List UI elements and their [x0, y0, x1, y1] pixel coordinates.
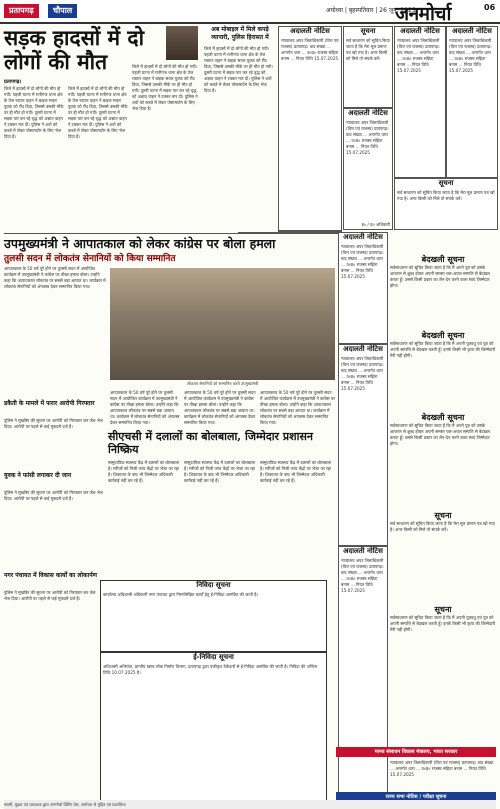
red-strip-body: न्यायालय अपर जिलाधिकारी (वित्त एवं राजस्व) प्रतापगढ़। वाद संख्या ... अन्तर्गत धारा ... उ०प्र० राजस्व संहिता बनाम ... नियत तिथि 15.07.2025	[390, 760, 494, 777]
suchna-3	[390, 510, 496, 591]
lead-photo	[166, 26, 198, 60]
divider-2	[238, 232, 338, 234]
masthead: जनमोर्चा	[395, 3, 451, 25]
bedkhali-2	[390, 330, 496, 407]
right-notice-2-body: न्यायालय अपर जिलाधिकारी (वित्त एवं राजस्व) प्रतापगढ़। वाद संख्या ... अन्तर्गत धारा ... उ०प्र० राजस्व संहिता बनाम ... नियत तिथि 15.07.2025	[449, 38, 492, 73]
notice-body-2: न्यायालय अपर जिलाधिकारी (वित्त एवं राजस्व) प्रतापगढ़। वाद संख्या ... अन्तर्गत धारा ... उ०प्र० राजस्व संहिता बनाम ... नियत तिथि 15.07.2025	[346, 120, 389, 155]
lead-body-col2: जिले में हादसों में दो लोगों की मौत हो गयी। पहली घटना में रानीगंज थाना क्षेत्र के तेज रफ्तार वाहन ने बाइक सवार युवक को रौंद दिया, जिससे उसकी मौके पर ही मौत हो गयी। दूसरी घटना में सड़क पार कर रहे वृद्ध को अज्ञात वाहन ने टक्कर मार दी। पुलिस ने शवों को कब्जे में लेकर पोस्टमार्टम के लिए भेज दिया है।	[68, 86, 128, 139]
notice-title: अदालती नोटिस	[290, 27, 330, 35]
right-notice-1-body: न्यायालय अपर जिलाधिकारी (वित्त एवं राजस्व) प्रतापगढ़। वाद संख्या ... अन्तर्गत धारा ... उ०प्र० राजस्व संहिता बनाम ... नियत तिथि 15.07.2025	[397, 38, 440, 73]
footer-imprint: स्वामी, मुद्रक एवं प्रकाशक द्वारा जनमोर्चा प्रिंटिंग प्रेस, अयोध्या से मुद्रित एवं प्रकाशित।	[4, 800, 496, 809]
photo-caption: लोकतंत्र सेनानियों को सम्मानित करते उपमुख्यमंत्री	[186, 381, 259, 386]
bedkhali-3-title: बेदखली सूचना	[421, 413, 465, 422]
mid-notice-2	[338, 344, 388, 546]
bedkhali-3-body: सर्वसाधारण को सूचित किया जाता है कि मैं अपने पुत्र को उसके आचरण से क्षुब्ध होकर अपनी समस्त चल-अचल सम्पत्ति से बेदखल करता हूँ। उससे किसी प्रकार का लेन-देन करने वाला स्वयं जिम्मेदार होगा।	[390, 423, 490, 446]
suchna-title: सूचना	[360, 27, 376, 35]
second-headline: उपमुख्यमंत्री ने आपातकाल को लेकर कांग्रेस पर बोला हमला	[4, 236, 276, 251]
third-body-b: सामुदायिक स्वास्थ्य केंद्र में दलालों का बोलबाला है। मरीजों को निजी जांच केंद्रों पर भेजा जा रहा है। शिकायत के बाद भी जिम्मेदार अधिकारी कार्रवाई नहीं कर रहे हैं।	[184, 460, 256, 483]
lead-body-col3: जिले में हादसों में दो लोगों की मौत हो गयी। पहली घटना में रानीगंज थाना क्षेत्र के तेज रफ्तार वाहन ने बाइक सवार युवक को रौंद दिया, जिससे उसकी मौके पर ही मौत हो गयी। दूसरी घटना में सड़क पार कर रहे वृद्ध को अज्ञात वाहन ने टक्कर मार दी। पुलिस ने शवों को कब्जे में लेकर पोस्टमार्टम के लिए भेज दिया है।	[132, 64, 198, 111]
left-h2: युवक ने फांसी लगाकर दी जान	[4, 472, 72, 479]
notice-box-1	[278, 26, 342, 233]
section-tag-secondary: चौपाल	[48, 4, 77, 18]
notice-body: न्यायालय अपर जिलाधिकारी (वित्त एवं राजस्व) प्रतापगढ़। वाद संख्या ... अन्तर्गत धारा ... उ०प्र० राजस्व संहिता बनाम ... नियत तिथि 15.07.2025	[281, 38, 339, 61]
bedkhali-2-body: सर्वसाधारण को सूचित किया जाता है कि मैं अपनी पुत्रवधू एवं पुत्र को अपनी सम्पत्ति से बेदखल करती हूँ। इनके किसी भी कृत्य की जिम्मेदारी मेरी नहीं होगी।	[390, 341, 496, 358]
tender-title: निविदा सूचना	[196, 581, 231, 589]
left-body-1: पुलिस ने मुखबिर की सूचना पर आरोपी को गिरफ्तार कर जेल भेज दिया। आरोपी पर पहले से कई मुकदमे दर्ज हैं।	[4, 418, 103, 429]
mid-notice-2-body: न्यायालय अपर जिलाधिकारी (वित्त एवं राजस्व) प्रतापगढ़। वाद संख्या ... अन्तर्गत धारा ... उ०प्र० राजस्व संहिता बनाम ... नियत तिथि 15.07.2025	[341, 356, 384, 391]
third-body-c: सामुदायिक स्वास्थ्य केंद्र में दलालों का बोलबाला है। मरीजों को निजी जांच केंद्रों पर भेजा जा रहा है। शिकायत के बाद भी जिम्मेदार अधिकारी कार्रवाई नहीं कर रहे हैं।	[260, 460, 332, 483]
group-photo	[110, 268, 335, 380]
left-body-2: पुलिस ने मुखबिर की सूचना पर आरोपी को गिरफ्तार कर जेल भेज दिया। आरोपी पर पहले से कई मुकदमे दर्ज हैं।	[4, 490, 103, 501]
second-body: आपातकाल के 50 वर्ष पूरे होने पर तुलसी सदन में आयोजित कार्यक्रम में उपमुख्यमंत्री ने कांग्रेस पर तीखा हमला बोला। उन्होंने कहा कि आपातकाल लोकतंत्र पर सबसे बड़ा आघात था। कार्यक्रम में लोकतंत्र सेनानियों को अंगवस्त्र देकर सम्मानित किया गया।	[4, 266, 106, 289]
mid-notice-3-title: अदालती नोटिस	[343, 547, 383, 555]
etender-title: ई-निविदा सूचना	[193, 653, 234, 661]
notice-title-2: अदालती नोटिस	[348, 109, 388, 117]
mid-notice-3	[338, 546, 388, 798]
red-strip: मानव संसाधन विकास मंत्रालय, भारत सरकार	[336, 747, 496, 757]
right-notice-3-body: सर्व साधारण को सूचित किया जाता है कि मेरा मूल प्रमाण पत्र खो गया है। अगर किसी को मिले तो संपर्क करें।	[397, 190, 495, 201]
mid-notice-3-body: न्यायालय अपर जिलाधिकारी (वित्त एवं राजस्व) प्रतापगढ़। वाद संख्या ... अन्तर्गत धारा ... उ०प्र० राजस्व संहिता बनाम ... नियत तिथि 15.07.2025	[341, 558, 384, 593]
second-body-d: आपातकाल के 50 वर्ष पूरे होने पर तुलसी सदन में आयोजित कार्यक्रम में उपमुख्यमंत्री ने कांग्रेस पर तीखा हमला बोला। उन्होंने कहा कि आपातकाल लोकतंत्र पर सबसे बड़ा आघात था। कार्यक्रम में लोकतंत्र सेनानियों को अंगवस्त्र देकर सम्मानित किया गया।	[260, 390, 335, 425]
lead-headline: सड़क हादसों में दो लोगों की मौत	[4, 25, 145, 74]
second-body-b: आपातकाल के 50 वर्ष पूरे होने पर तुलसी सदन में आयोजित कार्यक्रम में उपमुख्यमंत्री ने कांग्रेस पर तीखा हमला बोला। उन्होंने कहा कि आपातकाल लोकतंत्र पर सबसे बड़ा आघात था। कार्यक्रम में लोकतंत्र सेनानियों को अंगवस्त्र देकर सम्मानित किया गया।	[110, 390, 180, 425]
mid-notice-2-title: अदालती नोटिस	[343, 345, 383, 353]
suchna-box	[343, 26, 393, 108]
second-subhead: तुलसी सदन में लोकतंत्र सेनानियों को किया सम्मानित	[4, 254, 176, 264]
mid-notice-1-title: अदालती नोटिस	[343, 233, 383, 241]
second-body-c: आपातकाल के 50 वर्ष पूरे होने पर तुलसी सदन में आयोजित कार्यक्रम में उपमुख्यमंत्री ने कांग्रेस पर तीखा हमला बोला। उन्होंने कहा कि आपातकाल लोकतंत्र पर सबसे बड़ा आघात था। कार्यक्रम में लोकतंत्र सेनानियों को अंगवस्त्र देकर सम्मानित किया गया।	[184, 390, 256, 425]
right-notice-1	[394, 26, 446, 178]
suchna-4-body: सर्वसाधारण को सूचित किया जाता है कि मैं अपनी पुत्रवधू एवं पुत्र को अपनी सम्पत्ति से बेदखल करती हूँ। इनके किसी भी कृत्य की जिम्मेदारी मेरी नहीं होगी।	[390, 615, 496, 632]
section-tag: प्रतापगढ़	[4, 4, 39, 18]
dateline: अयोध्या | बृहस्पतिवार | 26 जून, 2025	[326, 7, 416, 14]
bedkhali-2-title: बेदखली सूचना	[421, 331, 465, 340]
suchna-3-body: सर्व साधारण को सूचित किया जाता है कि मेरा मूल प्रमाण पत्र खो गया है। अगर किसी को मिले तो संपर्क करें।	[390, 521, 495, 532]
bedkhali-1-body: सर्वसाधारण को सूचित किया जाता है कि मैं अपने पुत्र को उसके आचरण से क्षुब्ध होकर अपनी समस्त चल-अचल सम्पत्ति से बेदखल करता हूँ। उससे किसी प्रकार का लेन-देन करने वाला स्वयं जिम्मेदार होगा।	[390, 265, 490, 288]
right-notice-2-title: अदालती नोटिस	[452, 27, 492, 35]
mid-notice-1	[338, 232, 388, 344]
notice-signature: ह० / प्र० अधिकारी	[361, 222, 390, 227]
right-notice-1-title: अदालती नोटिस	[400, 27, 440, 35]
third-headline: सीएचसी में दलालों का बोलबाला, जिम्मेदार प्रशासन निष्क्रिय	[108, 430, 313, 456]
left-h3: नगर पंचायत में विकास कार्यों का लोकार्पण	[4, 572, 97, 579]
page-number: 06	[484, 3, 496, 12]
bedkhali-3	[390, 412, 496, 487]
left-h1: डकैती के मामले में फरार आरोपी गिरफ्तार	[4, 400, 95, 407]
tender-body: कार्यालय अधिशासी अधिकारी नगर पंचायत द्वारा निम्नलिखित कार्यों हेतु ई-निविदा आमंत्रित की जाती है।	[103, 592, 259, 597]
col4-body: जिले में हादसों में दो लोगों की मौत हो गयी। पहली घटना में रानीगंज थाना क्षेत्र के तेज रफ्तार वाहन ने बाइक सवार युवक को रौंद दिया, जिससे उसकी मौके पर ही मौत हो गयी। दूसरी घटना में सड़क पार कर रहे वृद्ध को अज्ञात वाहन ने टक्कर मार दी। पुलिस ने शवों को कब्जे में लेकर पोस्टमार्टम के लिए भेज दिया है।	[204, 46, 274, 93]
suchna-4-title: सूचना	[434, 605, 452, 614]
left-body-3: पुलिस ने मुखबिर की सूचना पर आरोपी को गिरफ्तार कर जेल भेज दिया। आरोपी पर पहले से कई मुकदमे दर्ज हैं।	[4, 590, 96, 601]
bedkhali-1-title: बेदखली सूचना	[421, 255, 465, 264]
tender-ad	[100, 580, 327, 652]
suchna-3-title: सूचना	[434, 511, 452, 520]
page-header	[0, 0, 500, 24]
col4-headline: अब मोबाइल में मिले कपड़े व्यापारी, पुलिस हिरासत में	[211, 26, 269, 41]
notice-box-2	[343, 108, 393, 230]
right-notice-3	[394, 178, 498, 230]
right-notice-3-title: सूचना	[438, 179, 454, 187]
etender-ad	[100, 652, 327, 804]
third-body-a: सामुदायिक स्वास्थ्य केंद्र में दलालों का बोलबाला है। मरीजों को निजी जांच केंद्रों पर भेजा जा रहा है। शिकायत के बाद भी जिम्मेदार अधिकारी कार्रवाई नहीं कर रहे हैं।	[108, 460, 180, 483]
mid-notice-1-body: न्यायालय अपर जिलाधिकारी (वित्त एवं राजस्व) प्रतापगढ़। वाद संख्या ... अन्तर्गत धारा ... उ०प्र० राजस्व संहिता बनाम ... नियत तिथि 15.07.2025	[341, 244, 384, 279]
suchna-body: सर्व साधारण को सूचित किया जाता है कि मेरा मूल प्रमाण पत्र खो गया है। अगर किसी को मिले तो संपर्क करें।	[346, 38, 390, 61]
right-notice-2	[446, 26, 498, 178]
etender-body: अधिशासी अभियंता, प्रान्तीय खण्ड लोक निर्माण विभाग, प्रतापगढ़ द्वारा पंजीकृत ठेकेदारों से ई-निविदा आमंत्रित की जाती है। निविदा की अन्तिम तिथि 10.07.2025 है।	[103, 664, 317, 675]
blue-strip: राज्य सभा नोटिस / परीक्षा सूचना	[336, 792, 496, 802]
lead-body-col1: जिले में हादसों में दो लोगों की मौत हो गयी। पहली घटना में रानीगंज थाना क्षेत्र के तेज रफ्तार वाहन ने बाइक सवार युवक को रौंद दिया, जिससे उसकी मौके पर ही मौत हो गयी। दूसरी घटना में सड़क पार कर रहे वृद्ध को अज्ञात वाहन ने टक्कर मार दी। पुलिस ने शवों को कब्जे में लेकर पोस्टमार्टम के लिए भेज दिया है।	[4, 86, 64, 139]
bedkhali-1	[390, 254, 496, 325]
lead-dateline: प्रतापगढ़।	[4, 79, 22, 85]
suchna-4	[390, 604, 496, 745]
